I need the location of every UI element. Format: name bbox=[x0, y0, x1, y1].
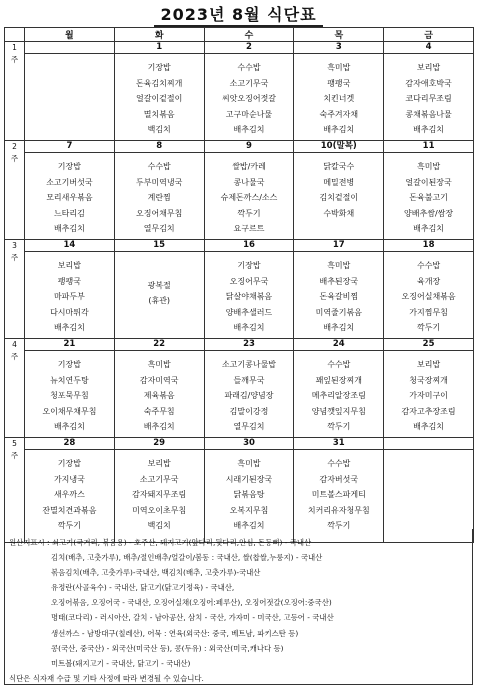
menu-item: 미역줄기볶음 bbox=[315, 307, 362, 317]
note-line: 명태(코다리) - 러시아산, 갈치 - 남아공산, 삼치 - 국산, 가자미 - 미국산, 고등어 - 국내산 bbox=[51, 613, 334, 623]
day-cell bbox=[204, 339, 294, 438]
day-cell bbox=[114, 240, 204, 339]
menu-item: 콩채볶음나물 bbox=[405, 109, 452, 119]
menu-item: 오복지무침 bbox=[229, 505, 269, 515]
menu-item: 기장밥 bbox=[237, 261, 261, 270]
menu-item: 보리밥 bbox=[147, 459, 171, 468]
day-header: 화 bbox=[114, 28, 204, 42]
week-label-text: 주 bbox=[10, 55, 19, 64]
menu-item: 다시마튀각 bbox=[50, 307, 89, 317]
menu-item: 모리새우볶음 bbox=[46, 193, 93, 202]
week-label bbox=[5, 339, 25, 438]
menu-item: 고구마순나물 bbox=[225, 109, 273, 119]
menu-list bbox=[115, 351, 204, 435]
menu-list bbox=[205, 450, 294, 534]
menu-list bbox=[294, 351, 383, 435]
holiday-text: 광복절 bbox=[147, 281, 171, 290]
menu-item: 배추김치 bbox=[413, 422, 445, 431]
menu-list bbox=[384, 450, 473, 456]
date-number: 17 bbox=[294, 240, 383, 252]
week-label bbox=[5, 240, 25, 339]
menu-item: 두부미역냉국 bbox=[136, 177, 183, 187]
day-cell bbox=[294, 240, 384, 339]
menu-item: 치커리유자청무침 bbox=[307, 505, 370, 515]
menu-list bbox=[115, 153, 204, 237]
day-cell bbox=[25, 240, 115, 339]
date-number: 24 bbox=[294, 339, 383, 351]
menu-item: 느타리김 bbox=[53, 208, 85, 218]
menu-item: 닭볶음탕 bbox=[233, 490, 265, 499]
date-number: 23 bbox=[205, 339, 294, 351]
day-cell bbox=[114, 141, 204, 240]
origin-notes bbox=[4, 529, 473, 685]
week-label-text: 1 bbox=[12, 43, 17, 52]
meal-calendar bbox=[4, 27, 474, 543]
day-cell bbox=[294, 339, 384, 438]
day-cell bbox=[204, 141, 294, 240]
day-cell bbox=[384, 438, 474, 543]
menu-item: 가지찜무침 bbox=[409, 307, 448, 317]
menu-item: 김치겉절이 bbox=[319, 193, 359, 202]
date-number: 1 bbox=[115, 42, 204, 54]
menu-item: 배추김치 bbox=[53, 224, 85, 233]
menu-item: 수수밥 bbox=[416, 261, 441, 270]
menu-item: 기장밥 bbox=[57, 360, 81, 369]
menu-item: 수수밥 bbox=[147, 162, 171, 171]
menu-item: 열무김치 bbox=[233, 422, 265, 431]
date-number: 16 bbox=[205, 240, 294, 252]
menu-item: 깍두기 bbox=[57, 521, 81, 530]
menu-item: 배추김치 bbox=[53, 422, 85, 431]
menu-item: 기장밥 bbox=[147, 63, 171, 72]
menu-item: 기장밥 bbox=[57, 459, 81, 468]
menu-item: 코다리무조림 bbox=[405, 94, 452, 103]
note-line: 오징어볶음, 오징어국 - 국내산, 오징어실채(오징어:페루산), 오징어젓갈(오징어:중국산) bbox=[51, 598, 332, 608]
menu-item: 흑미밥 bbox=[327, 261, 351, 270]
menu-item: 백김치 bbox=[147, 521, 171, 530]
menu-item: 멸치볶음 bbox=[143, 109, 175, 119]
week-row bbox=[5, 141, 474, 240]
menu-item: 돈육갈비찜 bbox=[319, 292, 359, 301]
menu-list bbox=[25, 54, 114, 60]
menu-list bbox=[384, 153, 473, 237]
week-label-text: 2 bbox=[12, 142, 17, 151]
menu-item: 콩나물국 bbox=[233, 177, 265, 187]
week-label-text: 주 bbox=[10, 154, 19, 163]
menu-item: 슈제돈까스/소스 bbox=[220, 193, 278, 202]
menu-item: 닭칼국수 bbox=[323, 162, 355, 171]
menu-item: 배추김치 bbox=[323, 323, 355, 332]
menu-item: 감자애호박국 bbox=[405, 78, 452, 88]
menu-item: 들깨무국 bbox=[233, 375, 265, 385]
menu-item: 얼갈이겉절이 bbox=[136, 94, 183, 103]
note-line: 유정란(사골육수) - 국내산, 닭고기(닭고기정육) - 국내산, bbox=[51, 583, 235, 593]
day-cell bbox=[25, 438, 115, 543]
menu-list bbox=[384, 252, 473, 336]
menu-item: 배추김치 bbox=[143, 422, 175, 431]
date-number bbox=[384, 438, 473, 450]
menu-item: 가자미구이 bbox=[409, 391, 448, 400]
menu-item: 새우까스 bbox=[53, 490, 85, 499]
menu-item: 흑미밥 bbox=[147, 360, 171, 369]
menu-item: 메밀전병 bbox=[323, 177, 355, 187]
note-line: 볶음김치(배추, 고춧가루)-국내산, 백김치(배추, 고춧가루)-국내산 bbox=[51, 568, 261, 578]
day-cell bbox=[114, 42, 204, 141]
date-number: 10(말복) bbox=[294, 141, 383, 153]
date-number: 8 bbox=[115, 141, 204, 153]
menu-item: 소고기무국 bbox=[229, 78, 269, 88]
day-cell bbox=[294, 42, 384, 141]
menu-item: 뉴치연두탕 bbox=[50, 375, 89, 385]
menu-item: 마파두부 bbox=[53, 292, 85, 301]
menu-list bbox=[294, 450, 383, 534]
menu-item: 돈육불고기 bbox=[409, 193, 448, 202]
menu-item: 소고기무국 bbox=[139, 474, 179, 484]
day-cell bbox=[384, 42, 474, 141]
menu-item: 보리밥 bbox=[57, 261, 81, 270]
menu-item: 메추리알장조림 bbox=[311, 391, 366, 400]
menu-item: 꽤잎된장찌개 bbox=[315, 375, 362, 385]
header-corner bbox=[5, 28, 25, 42]
menu-item: 얼갈이된장국 bbox=[405, 177, 452, 187]
note-line: 콩(국산, 중국산) - 외국산(미국산 등), 콩(두유) : 외국산(미국,캐나다 등) bbox=[51, 643, 284, 653]
week-label-text: 4 bbox=[12, 340, 17, 349]
menu-item: 배추된장국 bbox=[319, 276, 359, 286]
menu-item: 계란찜 bbox=[147, 193, 171, 202]
day-cell bbox=[114, 438, 204, 543]
menu-item: 오징어무국 bbox=[229, 276, 269, 286]
menu-list bbox=[205, 54, 294, 138]
day-cell bbox=[384, 141, 474, 240]
menu-item: 씨앗오징어젓갈 bbox=[221, 94, 277, 103]
menu-item: 배추김치 bbox=[233, 521, 265, 530]
week-row bbox=[5, 240, 474, 339]
date-number: 4 bbox=[384, 42, 473, 54]
note-line: 미트볼(돼지고기 - 국내산, 닭고기 - 국내산) bbox=[51, 658, 191, 668]
menu-list bbox=[205, 351, 294, 435]
week-label bbox=[5, 42, 25, 141]
day-cell bbox=[384, 240, 474, 339]
menu-list bbox=[25, 252, 114, 336]
menu-item: 청포묵무침 bbox=[50, 391, 89, 400]
menu-item: 파래김/양념장 bbox=[224, 391, 274, 400]
menu-item: 배추김치 bbox=[413, 224, 445, 233]
note-line: 김치(배추, 고춧가루), 배추/절인배추/얼갈이/봄동 : 국내산, 쌀(찹쌀,누룽지) - 국내산 bbox=[51, 553, 323, 563]
week-label-text: 3 bbox=[12, 241, 17, 250]
date-number bbox=[25, 42, 114, 54]
day-header: 목 bbox=[294, 28, 384, 42]
note-line: 원산지표시 : 쇠고기(국거리, 볶음용) - 호주산, 돼지고기(앞다리,뒷다리,안심, 돈등뼈) - 국내산 bbox=[9, 538, 312, 547]
menu-item: 김말이강정 bbox=[229, 406, 269, 416]
menu-item: 오징어실채볶음 bbox=[401, 292, 456, 301]
menu-item: 배추김치 bbox=[233, 125, 265, 134]
menu-item: 팽팽국 bbox=[327, 78, 351, 88]
menu-item: 수수밥 bbox=[237, 63, 261, 72]
menu-item: 요구르트 bbox=[233, 224, 265, 233]
menu-item: 감자버섯국 bbox=[319, 474, 359, 484]
menu-item: 보리밥 bbox=[416, 63, 441, 72]
menu-item: 잔멸치견과볶음 bbox=[42, 505, 97, 515]
week-row bbox=[5, 339, 474, 438]
menu-list bbox=[25, 450, 114, 534]
date-number: 11 bbox=[384, 141, 473, 153]
menu-list bbox=[294, 153, 383, 221]
date-number: 18 bbox=[384, 240, 473, 252]
menu-item: 흑미밥 bbox=[237, 459, 261, 468]
date-number: 15 bbox=[115, 240, 204, 252]
menu-item: 미역오이초무침 bbox=[132, 505, 187, 515]
holiday-text: (휴관) bbox=[148, 296, 171, 305]
menu-list bbox=[115, 54, 204, 138]
menu-item: 소고기콩나물밥 bbox=[221, 360, 277, 369]
week-label-text: 주 bbox=[10, 352, 19, 361]
menu-item: 깍두기 bbox=[416, 323, 441, 332]
day-cell bbox=[114, 339, 204, 438]
menu-list bbox=[25, 153, 114, 237]
day-cell bbox=[204, 240, 294, 339]
menu-item: 가지냉국 bbox=[53, 474, 85, 484]
date-number: 29 bbox=[115, 438, 204, 450]
menu-item: 흑미밥 bbox=[416, 162, 441, 171]
menu-item: 쌀밥/카레 bbox=[232, 162, 266, 171]
week-label-text: 5 bbox=[12, 439, 17, 448]
day-cell bbox=[25, 141, 115, 240]
date-number: 25 bbox=[384, 339, 473, 351]
menu-item: 기장밥 bbox=[57, 162, 81, 171]
week-label bbox=[5, 141, 25, 240]
menu-list bbox=[384, 351, 473, 435]
menu-item: 양배추쌈/쌈장 bbox=[404, 208, 454, 218]
date-number: 31 bbox=[294, 438, 383, 450]
menu-item: 깍두기 bbox=[237, 208, 261, 218]
menu-item: 수박화채 bbox=[323, 208, 355, 218]
week-label-text: 주 bbox=[10, 253, 19, 262]
menu-list bbox=[25, 351, 114, 435]
menu-item: 백김치 bbox=[147, 125, 171, 134]
date-number: 3 bbox=[294, 42, 383, 54]
menu-item: 팽팽국 bbox=[57, 276, 81, 286]
note-line: 식단은 식자재 수급 및 기타 사정에 따라 변경될 수 있습니다. bbox=[9, 673, 204, 683]
menu-list bbox=[294, 252, 383, 336]
day-header: 수 bbox=[204, 28, 294, 42]
week-label-text: 주 bbox=[10, 451, 19, 460]
menu-item: 숙주겨자채 bbox=[319, 109, 359, 119]
menu-list bbox=[205, 153, 294, 237]
menu-item: 깍두기 bbox=[327, 422, 351, 431]
date-number: 2 bbox=[205, 42, 294, 54]
menu-list bbox=[205, 252, 294, 336]
date-number: 22 bbox=[115, 339, 204, 351]
menu-item: 닭살야채볶음 bbox=[225, 292, 273, 301]
menu-item: 양배추샐러드 bbox=[225, 307, 273, 317]
menu-item: 감자미역국 bbox=[139, 375, 179, 385]
menu-item: 수수밥 bbox=[327, 360, 351, 369]
day-header: 월 bbox=[25, 28, 115, 42]
note-line: 생선까스 - 남방대구(칠레산), 어묵 : 연육(외국산: 중국, 베트남, 파키스탄 등) bbox=[51, 628, 299, 638]
day-cell bbox=[204, 438, 294, 543]
day-cell bbox=[294, 438, 384, 543]
date-number: 9 bbox=[205, 141, 294, 153]
menu-item: 양념깻잎지무침 bbox=[311, 406, 366, 416]
day-cell bbox=[384, 339, 474, 438]
date-number: 7 bbox=[25, 141, 114, 153]
menu-list bbox=[294, 54, 383, 138]
menu-item: 열무김치 bbox=[143, 224, 175, 233]
day-cell bbox=[204, 42, 294, 141]
page-title: 2023년 8월 식단표 bbox=[0, 2, 477, 25]
menu-item: 돈육김치찌개 bbox=[136, 78, 183, 88]
menu-item: 시래기된장국 bbox=[225, 474, 273, 484]
menu-item: 숙주무침 bbox=[143, 406, 175, 416]
date-number: 14 bbox=[25, 240, 114, 252]
menu-item: 미트볼스파게티 bbox=[311, 490, 366, 499]
week-label bbox=[5, 438, 25, 543]
menu-item: 감자돼지무조림 bbox=[132, 490, 187, 499]
date-number: 30 bbox=[205, 438, 294, 450]
menu-item: 수수밥 bbox=[327, 459, 351, 468]
day-cell bbox=[25, 339, 115, 438]
menu-item: 배추김치 bbox=[233, 323, 265, 332]
holiday-note bbox=[115, 252, 204, 308]
menu-item: 오이채무채무침 bbox=[42, 406, 97, 416]
day-header: 금 bbox=[384, 28, 474, 42]
menu-item: 배추김치 bbox=[53, 323, 85, 332]
menu-item: 오징어채무침 bbox=[136, 208, 183, 218]
week-row bbox=[5, 42, 474, 141]
menu-item: 흑미밥 bbox=[327, 63, 351, 72]
menu-item: 보리밥 bbox=[416, 360, 441, 369]
menu-item: 육개장 bbox=[416, 276, 441, 286]
day-cell bbox=[25, 42, 115, 141]
menu-item: 감자고추장조림 bbox=[401, 406, 456, 416]
menu-item: 청국장찌개 bbox=[409, 375, 448, 385]
menu-item: 치킨너겟 bbox=[323, 94, 355, 103]
menu-item: 배추김치 bbox=[323, 125, 355, 134]
day-cell bbox=[294, 141, 384, 240]
date-number: 28 bbox=[25, 438, 114, 450]
menu-item: 배추김치 bbox=[413, 125, 445, 134]
date-number: 21 bbox=[25, 339, 114, 351]
menu-item: 제육볶음 bbox=[143, 391, 175, 400]
menu-list bbox=[384, 54, 473, 138]
menu-item: 소고기버섯국 bbox=[46, 177, 93, 187]
weekday-header-row bbox=[5, 28, 474, 42]
menu-item: 깍두기 bbox=[327, 521, 351, 530]
week-row bbox=[5, 438, 474, 543]
menu-list bbox=[115, 450, 204, 534]
